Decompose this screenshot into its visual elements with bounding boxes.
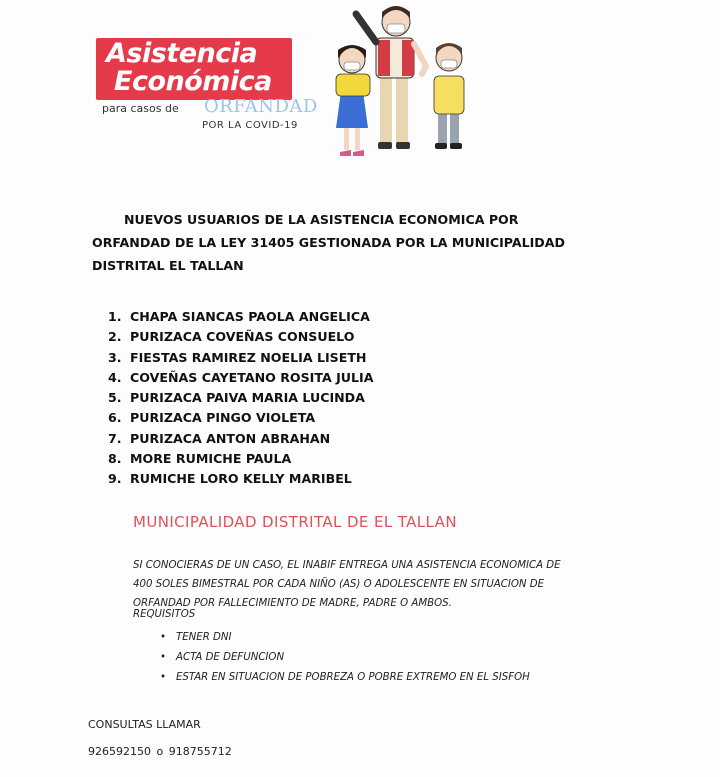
list-item: 1. CHAPA SIANCAS PAOLA ANGELICA (108, 309, 370, 324)
municipality-title: MUNICIPALIDAD DISTRITAL DE EL TALLAN (133, 513, 457, 531)
list-item: 9. RUMICHE LORO KELLY MARIBEL (108, 471, 352, 487)
logo-title-line2: Económica (114, 66, 272, 97)
beneficiaries-list (108, 309, 373, 492)
logo-subtitle: para casos de (102, 102, 179, 115)
bullet-icon: • (160, 631, 167, 643)
list-item: 3. FIESTAS RAMIREZ NOELIA LISETH (108, 349, 367, 365)
list-item: • TENER DNI (160, 631, 232, 643)
program-logo (96, 38, 336, 138)
heading-line2: ORFANDAD DE LA LEY 31405 GESTIONADA POR LA MUNICIPALIDAD (92, 235, 565, 250)
contact-phones: 926592150 o 918755712 (88, 745, 232, 758)
info-paragraph (133, 556, 613, 614)
requirements-label: REQUISITOS (133, 609, 196, 620)
bullet-icon: • (160, 672, 167, 684)
list-item: • ACTA DE DEFUNCION (160, 651, 285, 663)
heading-line3: DISTRITAL EL TALLAN (92, 258, 244, 273)
list-item: 5. PURIZACA PAIVA MARIA LUCINDA (108, 390, 365, 406)
list-item: 7. PURIZACA ANTON ABRAHAN (108, 430, 331, 446)
girl-figure (336, 45, 370, 156)
boy-figure (434, 43, 464, 149)
heading-line1: NUEVOS USUARIOS DE LA ASISTENCIA ECONOMICA POR (124, 212, 519, 227)
document-heading (92, 208, 612, 277)
info-line2: 400 SOLES BIMESTRAL POR CADA NIÑO (AS) O ADOLESCENTE EN SITUACION DE (133, 579, 545, 591)
info-line3: ORFANDAD POR FALLECIMIENTO DE MADRE, PADRE O AMBOS. (133, 598, 452, 610)
contact-label: CONSULTAS LLAMAR (88, 718, 201, 731)
bullet-icon: • (160, 651, 167, 663)
list-item: • ESTAR EN SITUACION DE POBREZA O POBRE EXTREMO EN EL SISFOH (160, 672, 530, 684)
logo-covid: POR LA COVID-19 (202, 120, 298, 131)
list-item: 4. COVEÑAS CAYETANO ROSITA JULIA (108, 369, 374, 385)
logo-orfandad: ORFANDAD (204, 96, 318, 117)
list-item: 2. PURIZACA COVEÑAS CONSUELO (108, 329, 355, 345)
list-item: 8. MORE RUMICHE PAULA (108, 451, 292, 467)
family-with-masks-illustration (318, 0, 488, 165)
requirements-list (160, 627, 530, 688)
logo-title-line1: Asistencia (106, 38, 258, 69)
list-item: 6. PURIZACA PINGO VIOLETA (108, 410, 316, 426)
info-line1: SI CONOCIERAS DE UN CASO, EL INABIF ENTREGA UNA ASISTENCIA ECONOMICA DE (133, 560, 561, 571)
